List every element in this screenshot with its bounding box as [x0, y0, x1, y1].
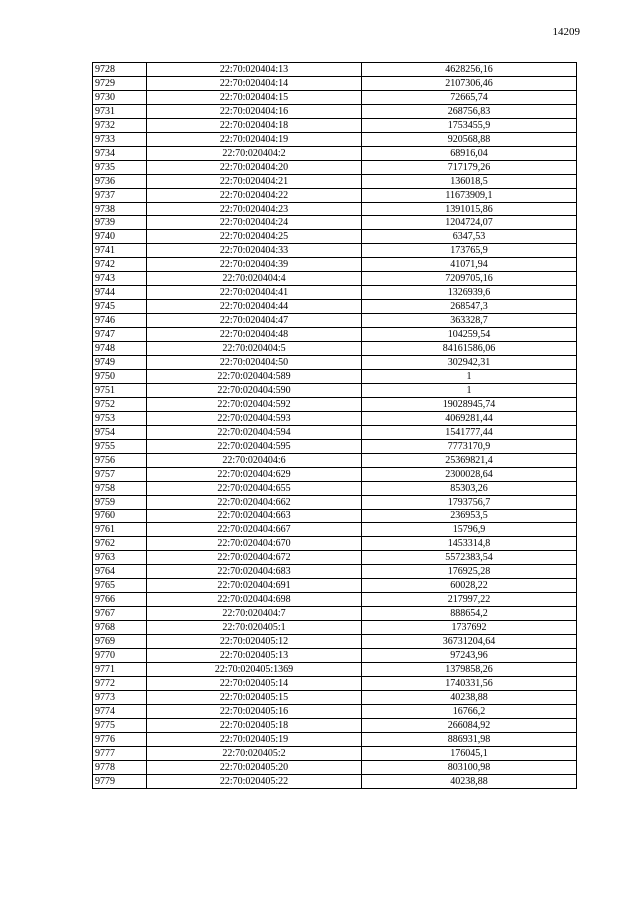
row-number-cell: 9763: [93, 551, 147, 565]
table-row: [93, 760, 577, 774]
table-row: [93, 439, 577, 453]
cadastral-number-cell: 22:70:020404:41: [147, 286, 362, 300]
table-row: [93, 509, 577, 523]
row-number-cell: 9769: [93, 635, 147, 649]
cadastral-value-cell: 268756,83: [362, 104, 577, 118]
row-number-cell: 9730: [93, 90, 147, 104]
cadastral-value-cell: 1740331,56: [362, 676, 577, 690]
row-number-cell: 9745: [93, 300, 147, 314]
cadastral-value-cell: 4628256,16: [362, 63, 577, 77]
table-row: [93, 76, 577, 90]
cadastral-number-cell: 22:70:020404:5: [147, 342, 362, 356]
table-row: [93, 132, 577, 146]
cadastral-number-cell: 22:70:020404:13: [147, 63, 362, 77]
row-number-cell: 9737: [93, 188, 147, 202]
cadastral-value-cell: 717179,26: [362, 160, 577, 174]
row-number-cell: 9756: [93, 453, 147, 467]
table-row: [93, 369, 577, 383]
cadastral-number-cell: 22:70:020404:39: [147, 258, 362, 272]
cadastral-value-cell: 176925,28: [362, 565, 577, 579]
cadastral-number-cell: 22:70:020405:22: [147, 774, 362, 788]
cadastral-value-cell: 173765,9: [362, 244, 577, 258]
cadastral-value-cell: 888654,2: [362, 607, 577, 621]
row-number-cell: 9768: [93, 621, 147, 635]
cadastral-number-cell: 22:70:020404:22: [147, 188, 362, 202]
cadastral-value-cell: 5572383,54: [362, 551, 577, 565]
cadastral-number-cell: 22:70:020404:21: [147, 174, 362, 188]
table-row: [93, 328, 577, 342]
table-row: [93, 63, 577, 77]
row-number-cell: 9748: [93, 342, 147, 356]
cadastral-number-cell: 22:70:020404:691: [147, 579, 362, 593]
row-number-cell: 9733: [93, 132, 147, 146]
row-number-cell: 9734: [93, 146, 147, 160]
cadastral-value-cell: 60028,22: [362, 579, 577, 593]
cadastral-value-cell: 4069281,44: [362, 411, 577, 425]
cadastral-number-cell: 22:70:020404:698: [147, 593, 362, 607]
cadastral-number-cell: 22:70:020405:2: [147, 746, 362, 760]
cadastral-number-cell: 22:70:020404:594: [147, 425, 362, 439]
cadastral-number-cell: 22:70:020404:14: [147, 76, 362, 90]
cadastral-value-cell: 363328,7: [362, 314, 577, 328]
table-row: [93, 188, 577, 202]
cadastral-number-cell: 22:70:020404:663: [147, 509, 362, 523]
cadastral-number-cell: 22:70:020405:19: [147, 732, 362, 746]
cadastral-value-cell: 1737692: [362, 621, 577, 635]
cadastral-number-cell: 22:70:020404:655: [147, 481, 362, 495]
row-number-cell: 9755: [93, 439, 147, 453]
cadastral-number-cell: 22:70:020405:12: [147, 635, 362, 649]
row-number-cell: 9757: [93, 467, 147, 481]
cadastral-value-cell: 72665,74: [362, 90, 577, 104]
cadastral-value-cell: 1326939,6: [362, 286, 577, 300]
cadastral-number-cell: 22:70:020405:15: [147, 690, 362, 704]
row-number-cell: 9761: [93, 523, 147, 537]
row-number-cell: 9742: [93, 258, 147, 272]
cadastral-number-cell: 22:70:020404:15: [147, 90, 362, 104]
cadastral-value-cell: 2107306,46: [362, 76, 577, 90]
table-row: [93, 704, 577, 718]
cadastral-value-cell: 15796,9: [362, 523, 577, 537]
table-row: [93, 258, 577, 272]
cadastral-number-cell: 22:70:020404:629: [147, 467, 362, 481]
cadastral-number-cell: 22:70:020404:595: [147, 439, 362, 453]
cadastral-number-cell: 22:70:020405:1369: [147, 662, 362, 676]
row-number-cell: 9764: [93, 565, 147, 579]
table-row: [93, 453, 577, 467]
row-number-cell: 9749: [93, 356, 147, 370]
table-row: [93, 300, 577, 314]
table-row: [93, 481, 577, 495]
cadastral-value-cell: 7773170,9: [362, 439, 577, 453]
row-number-cell: 9758: [93, 481, 147, 495]
cadastral-value-cell: 1391015,86: [362, 202, 577, 216]
cadastral-value-cell: 16766,2: [362, 704, 577, 718]
table-row: [93, 174, 577, 188]
table-row: [93, 146, 577, 160]
table-row: [93, 397, 577, 411]
cadastral-number-cell: 22:70:020404:20: [147, 160, 362, 174]
table-row: [93, 411, 577, 425]
cadastral-value-cell: 266084,92: [362, 718, 577, 732]
row-number-cell: 9765: [93, 579, 147, 593]
cadastral-number-cell: 22:70:020404:2: [147, 146, 362, 160]
row-number-cell: 9729: [93, 76, 147, 90]
cadastral-value-cell: 40238,88: [362, 690, 577, 704]
table-row: [93, 774, 577, 788]
cadastral-number-cell: 22:70:020404:683: [147, 565, 362, 579]
table-row: [93, 523, 577, 537]
row-number-cell: 9770: [93, 649, 147, 663]
row-number-cell: 9735: [93, 160, 147, 174]
row-number-cell: 9747: [93, 328, 147, 342]
cadastral-number-cell: 22:70:020404:662: [147, 495, 362, 509]
table-row: [93, 314, 577, 328]
row-number-cell: 9752: [93, 397, 147, 411]
row-number-cell: 9778: [93, 760, 147, 774]
row-number-cell: 9760: [93, 509, 147, 523]
row-number-cell: 9771: [93, 662, 147, 676]
cadastral-value-cell: 1541777,44: [362, 425, 577, 439]
table-row: [93, 495, 577, 509]
row-number-cell: 9774: [93, 704, 147, 718]
row-number-cell: 9746: [93, 314, 147, 328]
cadastral-number-cell: 22:70:020405:13: [147, 649, 362, 663]
row-number-cell: 9731: [93, 104, 147, 118]
table-row: [93, 272, 577, 286]
row-number-cell: 9750: [93, 369, 147, 383]
table-row: [93, 286, 577, 300]
table-row: [93, 551, 577, 565]
cadastral-number-cell: 22:70:020404:593: [147, 411, 362, 425]
row-number-cell: 9738: [93, 202, 147, 216]
cadastral-value-cell: 7209705,16: [362, 272, 577, 286]
row-number-cell: 9728: [93, 63, 147, 77]
row-number-cell: 9776: [93, 732, 147, 746]
table-row: [93, 160, 577, 174]
cadastral-value-cell: 268547,3: [362, 300, 577, 314]
cadastral-number-cell: 22:70:020404:590: [147, 383, 362, 397]
cadastral-value-cell: 1793756,7: [362, 495, 577, 509]
cadastral-number-cell: 22:70:020404:4: [147, 272, 362, 286]
row-number-cell: 9777: [93, 746, 147, 760]
cadastral-value-cell: 886931,98: [362, 732, 577, 746]
cadastral-number-cell: 22:70:020404:667: [147, 523, 362, 537]
cadastral-number-cell: 22:70:020404:6: [147, 453, 362, 467]
cadastral-number-cell: 22:70:020405:16: [147, 704, 362, 718]
cadastral-number-cell: 22:70:020405:1: [147, 621, 362, 635]
cadastral-value-cell: 217997,22: [362, 593, 577, 607]
table-row: [93, 216, 577, 230]
row-number-cell: 9751: [93, 383, 147, 397]
table-row: [93, 202, 577, 216]
table-row: [93, 342, 577, 356]
row-number-cell: 9773: [93, 690, 147, 704]
cadastral-number-cell: 22:70:020404:23: [147, 202, 362, 216]
cadastral-number-cell: 22:70:020404:589: [147, 369, 362, 383]
cadastral-value-cell: 40238,88: [362, 774, 577, 788]
table-row: [93, 690, 577, 704]
table-row: [93, 676, 577, 690]
row-number-cell: 9759: [93, 495, 147, 509]
cadastral-value-cell: 85303,26: [362, 481, 577, 495]
row-number-cell: 9741: [93, 244, 147, 258]
row-number-cell: 9740: [93, 230, 147, 244]
table-row: [93, 635, 577, 649]
page-number: 14209: [552, 26, 580, 38]
row-number-cell: 9766: [93, 593, 147, 607]
table-row: [93, 356, 577, 370]
table-row: [93, 230, 577, 244]
cadastral-value-cell: 1379858,26: [362, 662, 577, 676]
cadastral-value-table: [92, 62, 577, 789]
cadastral-number-cell: 22:70:020404:24: [147, 216, 362, 230]
table-body: [93, 63, 577, 789]
cadastral-value-cell: 68916,04: [362, 146, 577, 160]
cadastral-number-cell: 22:70:020404:7: [147, 607, 362, 621]
row-number-cell: 9779: [93, 774, 147, 788]
cadastral-number-cell: 22:70:020404:16: [147, 104, 362, 118]
row-number-cell: 9772: [93, 676, 147, 690]
cadastral-number-cell: 22:70:020404:33: [147, 244, 362, 258]
cadastral-number-cell: 22:70:020404:44: [147, 300, 362, 314]
table-row: [93, 565, 577, 579]
cadastral-value-cell: 84161586,06: [362, 342, 577, 356]
table-row: [93, 718, 577, 732]
cadastral-value-cell: 176045,1: [362, 746, 577, 760]
table-row: [93, 467, 577, 481]
table-row: [93, 649, 577, 663]
cadastral-value-cell: 803100,98: [362, 760, 577, 774]
cadastral-number-cell: 22:70:020405:14: [147, 676, 362, 690]
cadastral-value-cell: 1204724,07: [362, 216, 577, 230]
table-row: [93, 118, 577, 132]
cadastral-value-cell: 6347,53: [362, 230, 577, 244]
row-number-cell: 9732: [93, 118, 147, 132]
table-row: [93, 90, 577, 104]
cadastral-number-cell: 22:70:020404:18: [147, 118, 362, 132]
cadastral-value-cell: 920568,88: [362, 132, 577, 146]
cadastral-number-cell: 22:70:020405:20: [147, 760, 362, 774]
table-row: [93, 537, 577, 551]
table-row: [93, 732, 577, 746]
cadastral-value-cell: 1753455,9: [362, 118, 577, 132]
cadastral-number-cell: 22:70:020404:25: [147, 230, 362, 244]
row-number-cell: 9753: [93, 411, 147, 425]
cadastral-number-cell: 22:70:020405:18: [147, 718, 362, 732]
cadastral-value-cell: 97243,96: [362, 649, 577, 663]
cadastral-value-cell: 41071,94: [362, 258, 577, 272]
cadastral-value-cell: 11673909,1: [362, 188, 577, 202]
table-row: [93, 425, 577, 439]
row-number-cell: 9775: [93, 718, 147, 732]
cadastral-number-cell: 22:70:020404:48: [147, 328, 362, 342]
cadastral-number-cell: 22:70:020404:19: [147, 132, 362, 146]
table-row: [93, 383, 577, 397]
row-number-cell: 9767: [93, 607, 147, 621]
cadastral-value-cell: 2300028,64: [362, 467, 577, 481]
table-row: [93, 746, 577, 760]
cadastral-value-cell: 36731204,64: [362, 635, 577, 649]
cadastral-value-cell: 236953,5: [362, 509, 577, 523]
row-number-cell: 9754: [93, 425, 147, 439]
table-row: [93, 662, 577, 676]
cadastral-value-cell: 1: [362, 369, 577, 383]
cadastral-value-cell: 25369821,4: [362, 453, 577, 467]
cadastral-number-cell: 22:70:020404:672: [147, 551, 362, 565]
cadastral-value-cell: 104259,54: [362, 328, 577, 342]
row-number-cell: 9736: [93, 174, 147, 188]
row-number-cell: 9743: [93, 272, 147, 286]
table-row: [93, 593, 577, 607]
table-row: [93, 607, 577, 621]
row-number-cell: 9762: [93, 537, 147, 551]
table-row: [93, 621, 577, 635]
table-row: [93, 244, 577, 258]
cadastral-number-cell: 22:70:020404:670: [147, 537, 362, 551]
cadastral-value-cell: 136018,5: [362, 174, 577, 188]
cadastral-value-cell: 1453314,8: [362, 537, 577, 551]
table-row: [93, 104, 577, 118]
cadastral-number-cell: 22:70:020404:50: [147, 356, 362, 370]
cadastral-number-cell: 22:70:020404:47: [147, 314, 362, 328]
cadastral-value-cell: 302942,31: [362, 356, 577, 370]
cadastral-value-cell: 19028945,74: [362, 397, 577, 411]
row-number-cell: 9739: [93, 216, 147, 230]
cadastral-value-cell: 1: [362, 383, 577, 397]
table-row: [93, 579, 577, 593]
row-number-cell: 9744: [93, 286, 147, 300]
cadastral-number-cell: 22:70:020404:592: [147, 397, 362, 411]
